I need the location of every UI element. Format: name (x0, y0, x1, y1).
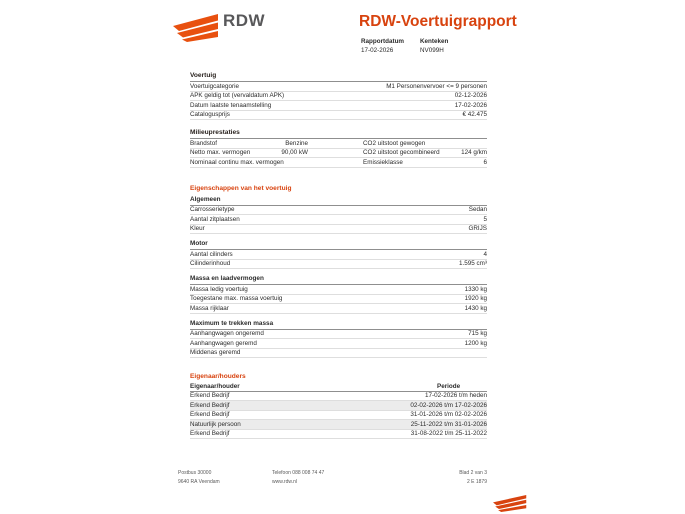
kenteken-label: Kenteken (420, 38, 449, 45)
row-label: Netto max. vermogen (190, 149, 251, 156)
row-label: Datum laatste tenaamstelling (190, 101, 272, 109)
table-row (190, 330, 487, 340)
row-label: Catalogusprijs (190, 111, 230, 118)
kenteken-block (420, 38, 464, 55)
section-title-eigenaars: Eigenaar/houders (190, 373, 246, 380)
table-row (190, 295, 487, 305)
row-value: 715 kg (468, 330, 487, 337)
period-cell: 25-11-2022 t/m 31-01-2026 (410, 420, 487, 428)
section-title-milieuprestaties: Milieuprestaties (190, 128, 487, 139)
table-row (190, 215, 487, 225)
row-pair-left (190, 140, 308, 148)
footer-doc-code: 2 E 1879 (466, 478, 487, 485)
row-label: Toegestane max. massa voertuig (190, 295, 283, 302)
table-row (190, 420, 487, 430)
footer-phone: Telefoon 088 008 74 47 (272, 470, 325, 476)
owner-cell: Natuurlijk persoon (190, 420, 241, 428)
row-value: 02-12-2026 (454, 92, 487, 99)
table-row (190, 250, 487, 260)
row-label: Aantal cilinders (190, 250, 233, 258)
footer-address (178, 469, 220, 486)
row-value: 124 g/km (461, 149, 487, 156)
row-pair-right (363, 149, 487, 157)
row-label: Nominaal continu max. vermogen (190, 158, 284, 166)
report-meta (361, 38, 464, 55)
table-row (190, 339, 487, 349)
period-cell: 17-02-2026 t/m heden (425, 392, 487, 399)
footer-pagination (459, 469, 487, 486)
footer-contact (272, 469, 324, 486)
report-date-value: 17-02-2026 (361, 47, 394, 54)
row-pair-right (363, 140, 487, 148)
row-value: Benzine (285, 139, 308, 147)
table-row (190, 225, 487, 235)
row-label: Emissieklasse (363, 158, 403, 166)
row-label: CO2 uitstoot gewogen (363, 139, 426, 147)
table-row (190, 304, 487, 314)
row-label: CO2 uitstoot gecombineerd (363, 149, 440, 156)
row-value: GRIJS (468, 225, 487, 232)
owner-cell: Erkend Bedrijf (190, 430, 230, 437)
row-label: Cilinderinhoud (190, 260, 231, 267)
table-header-row (190, 382, 487, 392)
table-row (190, 411, 487, 421)
subsection-title-trekken: Maximum te trekken massa (190, 319, 487, 330)
kenteken-value: NV099H (420, 47, 444, 54)
row-value: 1920 kg (464, 295, 487, 302)
rdw-logo-text: RDW (223, 11, 266, 30)
subsection-title-algemeen: Algemeen (190, 195, 487, 206)
table-row (190, 349, 487, 359)
row-label: Voertuigcategorie (190, 82, 240, 90)
footer-postbus: Postbus 30000 (178, 470, 212, 476)
row-value: 6 (483, 158, 487, 166)
table-row (190, 101, 487, 111)
row-label: Middenas geremd (190, 349, 241, 356)
section-title-eigenschappen: Eigenschappen van het voertuig (190, 184, 292, 192)
row-value: Sedan (468, 206, 487, 213)
table-row (190, 82, 487, 92)
row-pair-right (363, 159, 487, 167)
row-pair-left (190, 159, 308, 167)
row-label: Massa rijklaar (190, 304, 229, 312)
owner-cell: Erkend Bedrijf (190, 392, 230, 399)
period-cell: 02-02-2026 t/m 17-02-2026 (410, 401, 487, 409)
row-value: 5 (483, 215, 487, 223)
owner-cell: Erkend Bedrijf (190, 401, 230, 409)
report-date-label: Rapportdatum (361, 38, 405, 45)
period-cell: 31-01-2026 t/m 02-02-2026 (410, 411, 487, 418)
footer-page-number: Blad 2 van 3 (459, 470, 487, 476)
row-pair-left (190, 149, 308, 157)
row-label: Kleur (190, 225, 205, 232)
row-label: Brandstof (190, 139, 217, 147)
row-value: 1430 kg (464, 304, 487, 312)
row-value: 4 (483, 250, 487, 258)
table-row (190, 149, 487, 159)
row-value: 90,00 kW (281, 149, 308, 156)
row-label: Massa ledig voertuig (190, 285, 248, 293)
subsection-title-motor: Motor (190, 239, 487, 250)
footer-city: 9640 RA Veendam (178, 478, 220, 485)
table-row (190, 392, 487, 402)
subsection-title-massa: Massa en laadvermogen (190, 274, 487, 285)
table-row (190, 401, 487, 411)
table-row (190, 430, 487, 440)
report-date-block (361, 38, 405, 55)
row-value: 1.595 cm³ (459, 260, 487, 267)
row-value: 1200 kg (464, 339, 487, 347)
row-label: Aanhangwagen geremd (190, 339, 257, 347)
row-label: Carrosserietype (190, 206, 235, 213)
row-label: Aantal zitplaatsen (190, 215, 240, 223)
report-body (190, 71, 487, 439)
rdw-flag-graphic (493, 495, 527, 512)
table-row (190, 206, 487, 216)
owner-cell: Erkend Bedrijf (190, 411, 230, 418)
row-label: Aanhangwagen ongeremd (190, 330, 264, 337)
footer-website: www.rdw.nl (272, 478, 298, 485)
report-title: RDW-Voertuigrapport (359, 13, 517, 30)
row-value: € 42.475 (462, 111, 487, 118)
rdw-logo (173, 11, 265, 42)
column-header-owner: Eigenaar/houder (190, 382, 240, 390)
row-label: APK geldig tot (vervaldatum APK) (190, 92, 285, 99)
table-row (190, 111, 487, 121)
period-cell: 31-08-2022 t/m 25-11-2022 (410, 430, 487, 437)
report-footer (178, 469, 487, 489)
row-value: 1330 kg (464, 285, 487, 293)
table-row (190, 285, 487, 295)
row-value: M1 Personenvervoer <= 9 personen (386, 82, 487, 90)
section-title-voertuig: Voertuig (190, 71, 487, 82)
table-row (190, 92, 487, 102)
table-row (190, 260, 487, 270)
rdw-flag-icon (173, 14, 219, 42)
table-row (190, 139, 487, 149)
table-row (190, 158, 487, 168)
column-header-period: Periode (437, 382, 461, 390)
row-value: 17-02-2026 (454, 101, 487, 109)
